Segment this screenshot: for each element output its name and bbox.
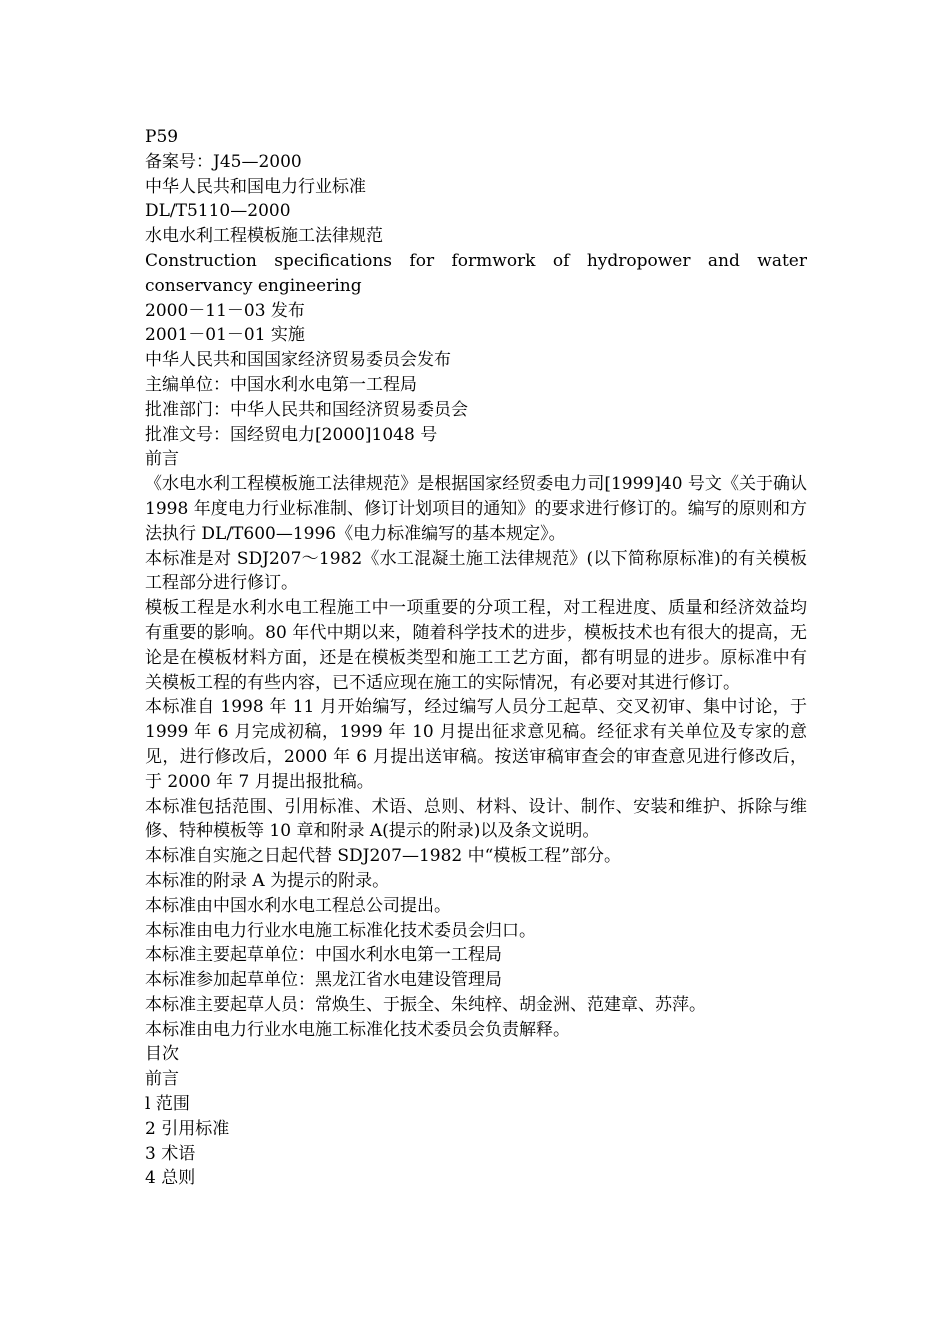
foreword-paragraph: 《水电水利工程模板施工法律规范》是根据国家经贸委电力司[1999]40 号文《关于确认 1998 年度电力行业标准制、修订计划项目的通知》的要求进行修订的。编写的原则和方法执行 DL/T600—1996《电力标准编写的基本规定》。: [145, 474, 807, 544]
foreword-paragraph: 本标准由中国水利水电工程总公司提出。: [145, 895, 451, 916]
industry-standard-label: 中华人民共和国电力行业标准: [145, 176, 366, 197]
foreword-paragraph: 本标准包括范围、引用标准、术语、总则、材料、设计、制作、安装和维护、拆除与维修、特种模板等 10 章和附录 A(提示的附录)以及条文说明。: [145, 796, 807, 842]
toc-heading: 目次: [145, 1044, 179, 1065]
foreword-heading: 前言: [145, 449, 179, 470]
toc-item[interactable]: 2 引用标准: [145, 1118, 230, 1139]
publisher: 中华人民共和国国家经济贸易委员会发布: [145, 350, 451, 371]
record-number: 备案号：J45—2000: [145, 151, 302, 172]
page-reference: P59: [145, 127, 179, 147]
foreword-paragraph: 本标准由电力行业水电施工标准化技术委员会负责解释。: [145, 1019, 570, 1040]
standard-code: DL/T5110—2000: [145, 201, 291, 222]
implementation-date: 2001－01－01 实施: [145, 325, 305, 346]
foreword-paragraph: 本标准主要起草单位：中国水利水电第一工程局: [145, 945, 502, 966]
approval-document-number: 批准文号：国经贸电力[2000]1048 号: [145, 424, 438, 445]
chief-editor-unit: 主编单位：中国水利水电第一工程局: [145, 374, 417, 395]
foreword-paragraph: 本标准自实施之日起代替 SDJ207—1982 中“模板工程”部分。: [145, 846, 621, 867]
foreword-paragraph: 本标准自 1998 年 11 月开始编写，经过编写人员分工起草、交叉初审、集中讨论，于 1999 年 6 月完成初稿，1999 年 10 月提出征求意见稿。经征求有关单位及专家的意见，进行修改后，2000 年 6 月提出送审稿。按送审稿审查会的审查意见进行修改后，于 2000 年 7 月提出报批稿。: [145, 697, 807, 792]
toc-item[interactable]: l 范围: [145, 1094, 190, 1115]
foreword-paragraph: 模板工程是水利水电工程施工中一项重要的分项工程，对工程进度、质量和经济效益均有重要的影响。80 年代中期以来，随着科学技术的进步，模板技术也有很大的提高，无论是在模板材料方面，还是在模板类型和施工工艺方面，都有明显的进步。原标准中有关模板工程的有些内容，已不适应现在施工的实际情况，有必要对其进行修订。: [145, 598, 807, 693]
toc-item[interactable]: 3 术语: [145, 1143, 196, 1164]
document-page: [145, 125, 807, 1191]
document-title-cn: 水电水利工程模板施工法律规范: [145, 226, 383, 247]
foreword-paragraph: 本标准由电力行业水电施工标准化技术委员会归口。: [145, 920, 536, 941]
toc-item[interactable]: 4 总则: [145, 1168, 196, 1189]
document-title-en: Construction specifications for formwork of hydropower and water conservancy engineering: [145, 250, 807, 296]
approval-department: 批准部门：中华人民共和国经济贸易委员会: [145, 399, 468, 420]
foreword-paragraph: 本标准参加起草单位：黑龙江省水电建设管理局: [145, 970, 502, 991]
toc-item[interactable]: 前言: [145, 1069, 179, 1090]
foreword-paragraph: 本标准的附录 A 为提示的附录。: [145, 870, 390, 891]
foreword-paragraph: 本标准是对 SDJ207～1982《水工混凝土施工法律规范》(以下简称原标准)的有关模板工程部分进行修订。: [145, 548, 807, 594]
issue-date: 2000－11－03 发布: [145, 300, 305, 321]
foreword-paragraph: 本标准主要起草人员：常焕生、于振全、朱纯梓、胡金洲、范建章、苏萍。: [145, 994, 706, 1015]
